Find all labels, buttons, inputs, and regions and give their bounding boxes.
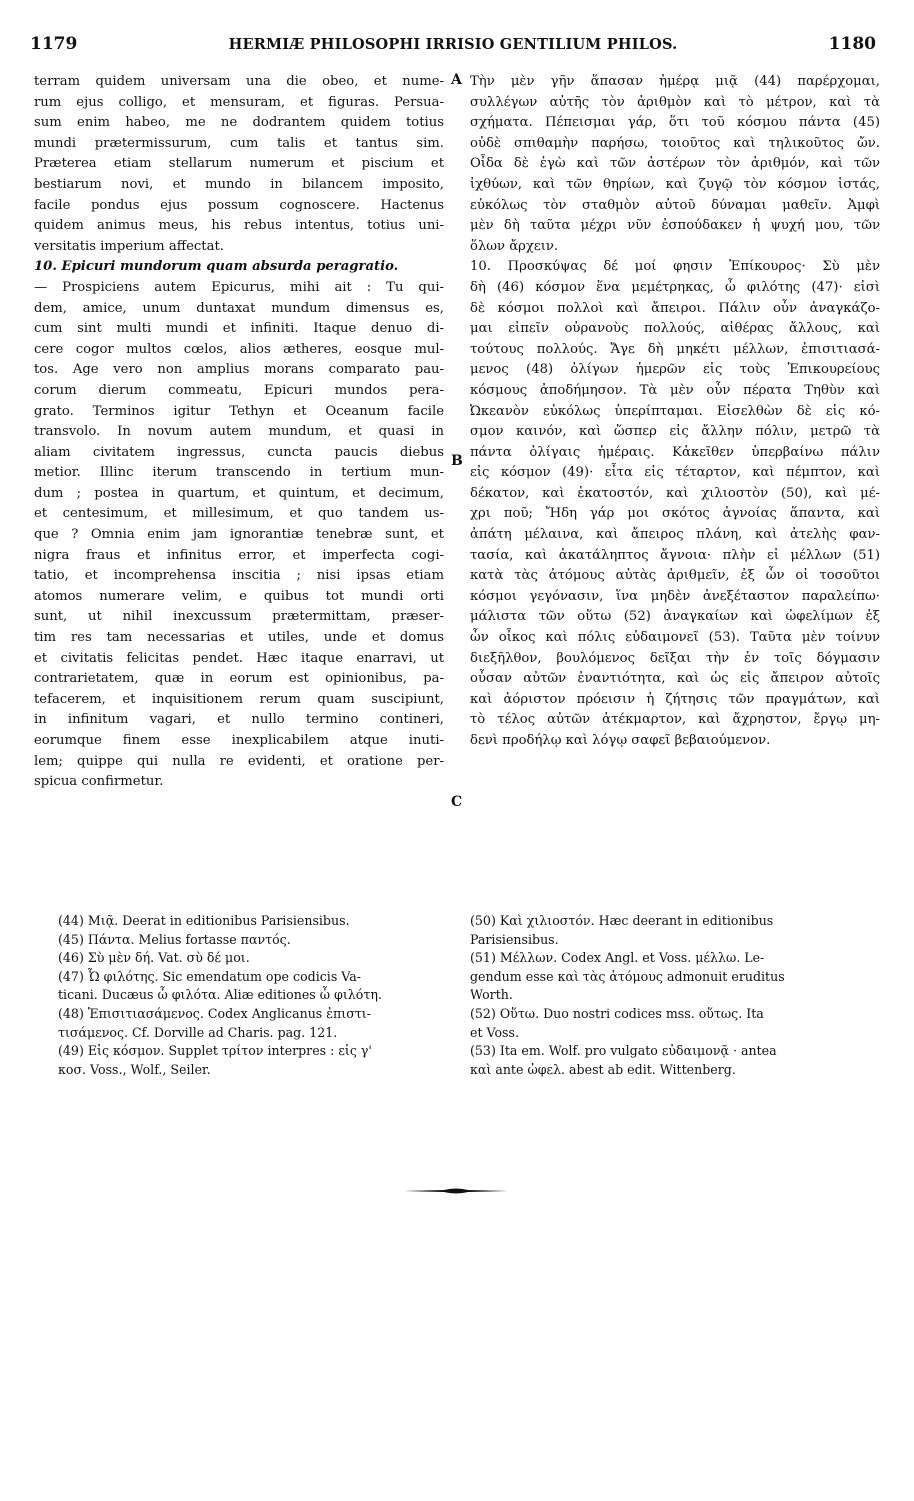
greek-text-line: κόσμοι γεγόνασιν, ἵνα μηδὲν ἀνεξέταστον παραλείπω· [470, 588, 880, 604]
footnote-line: (47) Ὦ φιλότης. Sic emendatum ope codicis Va- [58, 968, 361, 984]
greek-text-line: Τὴν μὲν γῆν ἅπασαν ἡμέρᾳ μιᾷ (44) παρέρχομαι, [470, 74, 880, 89]
latin-text-line: grato. Terminos igitur Tethyn et Oceanum facile [34, 403, 444, 419]
latin-text-line: et civitatis felicitas pendet. Hæc itaque enarravi, ut [34, 650, 444, 666]
latin-text-line: tatio, et incomprehensa inscitia ; nisi ipsas etiam [34, 568, 444, 584]
latin-text-line: 10. Epicuri mundorum quam absurda peragratio. [34, 259, 399, 275]
greek-text-line: οὐδὲ σπιθαμὴν παρήσω, τοιοῦτος καὶ τηλικοῦτος ὤν. [470, 135, 880, 151]
margin-letter-c: C [451, 794, 463, 810]
greek-text-line: τασία, καὶ ἀκατάληπτος ἄγνοια· πλὴν εἰ μέλλων (51) [470, 547, 880, 563]
footnote-line: Parisiensibus. [470, 931, 559, 947]
greek-text-line: μενος (48) ὀλίγων ἡμερῶν εἰς τοὺς Ἐπικουρείους [470, 362, 880, 378]
footnote-line: (51) Μέλλων. Codex Angl. et Voss. μέλλω. Le- [470, 950, 765, 966]
greek-text-line: δὴ (46) κόσμον ἕνα μεμέτρηκας, ὦ φιλότης (47)· εἰσὶ [470, 279, 880, 295]
latin-text-line: aliam civitatem ingressus, cuncta paucis diebus [34, 444, 444, 460]
latin-text-line: sum enim habeo, me ne dodrantem quidem totius [34, 115, 444, 131]
latin-text-line: corum dierum commeatu, Epicuri mundos pera- [34, 382, 444, 398]
margin-letter-b: B [451, 453, 463, 469]
latin-text-line: que ? Omnia enim jam ignorantiæ tenebræ sunt, et [34, 527, 444, 543]
footnote-line: (46) Σὺ μὲν δή. Vat. σὺ δέ μοι. [58, 950, 250, 966]
running-title: HERMIÆ PHILOSOPHI IRRISIO GENTILIUM PHILOS. [228, 36, 678, 53]
greek-text-line: Ὠκεανὸν εὐκόλως ὑπερίπταμαι. Εἰσελθὼν δὲ εἰς κό- [470, 403, 880, 419]
footnote-line: (44) Μιᾷ. Deerat in editionibus Parisiensibus. [58, 913, 350, 928]
latin-text-line: rum ejus colligo, et mensuram, et figuras. Persua- [34, 94, 444, 110]
latin-text-line: tefacerem, et inquisitionem rerum quam suscipiunt, [34, 691, 444, 707]
greek-text-line: ὧν οἶκος καὶ πόλις εὐδαιμονεῖ (53). Ταῦτα μὲν τοίνυν [470, 630, 880, 646]
greek-text-line: τούτους πολλούς. Ἄγε δὴ μηκέτι μέλλων, ἐπισιτιασά- [470, 341, 880, 357]
footnote-line: καὶ ante ὠφελ. abest ab edit. Wittenberg. [470, 1061, 736, 1077]
greek-text-line: χρι ποῦ; Ἤδη γάρ μοι σκότος ἀγνοίας ἅπαντα, καὶ [470, 506, 880, 522]
latin-text-line: sunt, ut nihil inexcussum prætermittam, præser- [34, 609, 444, 625]
latin-text-line: Præterea etiam stellarum numerum et piscium et [34, 156, 444, 172]
greek-text-line: εὐκόλως τὸν σταθμὸν αὐτοῦ δύναμαι μαθεῖν. Ἀμφὶ [470, 197, 880, 213]
greek-text-line: δὲ κόσμοι πολλοὶ καὶ ἄπειροι. Πάλιν οὖν ἀναγκάζο- [470, 300, 880, 316]
greek-text-line: σμον καινόν, καὶ ὥσπερ εἰς ἄλλην πόλιν, μετρῶ τὰ [470, 424, 880, 440]
greek-text-line: μὲν δὴ ταῦτα μέχρι νῦν ἐσπούδακεν ἡ ψυχή μου, τῶν [470, 218, 880, 234]
greek-text-line: 10. Προσκύψας δέ μοί φησιν Ἐπίκουρος· Σὺ μὲν [470, 259, 880, 275]
page-number-right: 1180 [828, 34, 876, 54]
page-number-left: 1179 [30, 34, 78, 54]
greek-text-line: οὖσαν αὐτῶν ἐναντιότητα, καὶ ὡς εἰς ἄπειρον αὐτοῖς [470, 671, 880, 687]
footnote-line: et Voss. [470, 1024, 519, 1040]
latin-text-line: nigra fraus et infinitus error, et imperfecta cogi- [34, 547, 444, 563]
greek-text-line: κόσμους ἀποδήμησον. Τὰ μὲν οὖν πέρατα Τηθὺν καὶ [470, 382, 880, 398]
latin-text-line: versitatis imperium affectat. [34, 238, 224, 254]
latin-text-line: dem, amice, unum duntaxat mundum dimensus es, [34, 300, 444, 316]
greek-text-line: συλλέγων αὐτῆς τὸν ἀριθμὸν καὶ τὸ μέτρον, καὶ τὰ [470, 94, 880, 110]
running-header [30, 34, 876, 56]
footnote-line: (50) Καὶ χιλιοστόν. Hæc deerant in editionibus [470, 913, 774, 928]
ornamental-divider [404, 1187, 508, 1195]
latin-text-line: spicua confirmetur. [34, 774, 164, 790]
greek-text-line: δενὶ προδήλῳ καὶ λόγῳ σαφεῖ βεβαιούμενον. [470, 733, 771, 748]
footnote-line: (45) Πάντα. Melius fortasse παντός. [58, 931, 291, 947]
greek-text-line: μαι εἰπεῖν οὐρανοὺς πολλούς, αἰθέρας ἄλλους, καὶ [470, 321, 880, 337]
margin-letter-a: A [451, 72, 462, 88]
greek-text-line: σχήματα. Πέπεισμαι γάρ, ὅτι τοῦ κόσμου πάντα (45) [470, 115, 880, 131]
footnote-line: (53) Ita em. Wolf. pro vulgato εὐδαιμονᾷ · antea [470, 1043, 777, 1059]
greek-text-line: καὶ ἀόριστον πρόεισιν ἡ ζήτησις τῶν πραγμάτων, καὶ [470, 691, 880, 707]
footnote-line: κοσ. Voss., Wolf., Seiler. [58, 1061, 211, 1077]
greek-text-line: μάλιστα τῶν οὕτω (52) ἀναγκαίων καὶ ὠφελίμων ἐξ [470, 609, 880, 625]
latin-text-line: bestiarum novi, et mundo in bilancem imposito, [34, 176, 444, 192]
latin-text-line: transvolo. In novum autem mundum, et quasi in [34, 424, 444, 440]
footnote-line: (48) Ἐπισιτιασάμενος. Codex Anglicanus ἐπιστι- [58, 1005, 372, 1021]
footnote-line: τισάμενος. Cf. Dorville ad Charis. pag. 121. [58, 1024, 338, 1040]
latin-text-line: cum sint multi mundi et infiniti. Itaque denuo di- [34, 321, 444, 337]
greek-text-line: κατὰ τὰς ἀτόμους αὐτὰς ἀριθμεῖν, ἐξ ὧν οἱ τοσοῦτοι [470, 568, 880, 584]
latin-text-line: in infinitum vagari, et nullo termino contineri, [34, 712, 444, 728]
footnote-line: (49) Εἰς κόσμον. Supplet τρίτον interpres : εἰς γ' [58, 1043, 372, 1059]
latin-text-line: quidem animus meus, his rebus intentus, totius uni- [34, 218, 444, 234]
footnotes-right [470, 912, 880, 1079]
greek-text-line: ἀπάτη μέλαινα, καὶ ἄπειρος πλάνη, καὶ ἀτελὴς φαν- [470, 527, 880, 543]
latin-text-line: terram quidem universam una die obeo, et nume- [34, 74, 444, 89]
latin-text-line: cere cogor multos cœlos, alios ætheres, eosque mul- [34, 341, 444, 357]
latin-text-line: tos. Age vero non amplius morans comparato pau- [34, 362, 444, 378]
latin-text-line: eorumque finem esse inexplicabilem atque inuti- [34, 733, 444, 748]
latin-text-line: contrarietatem, quæ in eorum est opinionibus, pa- [34, 671, 444, 687]
latin-text-line: et centesimum, et millesimum, et quo tandem us- [34, 506, 444, 522]
greek-text-line: τὸ τέλος αὐτῶν ἀτέκμαρτον, καὶ ἄχρηστον, ἔργῳ μη- [470, 712, 880, 728]
footnote-line: ticani. Ducæus ὦ φιλότα. Aliæ editiones ὦ φιλότη. [58, 987, 382, 1003]
footnotes-left [58, 912, 448, 1079]
latin-text-line: lem; quippe qui nulla re evidenti, et oratione per- [34, 753, 444, 769]
greek-text-line: εἰς κόσμον (49)· εἶτα εἰς τέταρτον, καὶ πέμπτον, καὶ [470, 465, 880, 481]
greek-text-line: Οἶδα δὲ ἐγὼ καὶ τῶν ἀστέρων τὸν ἀριθμόν, καὶ τῶν [470, 156, 880, 172]
latin-text-line: tim res tam necessarias et utiles, unde et domus [34, 630, 444, 646]
latin-text-line: atomos numerare velim, e quibus tot mundi orti [34, 588, 444, 604]
greek-text-line: διεξῆλθον, βουλόμενος δεῖξαι τὴν ἐν τοῖς δόγμασιν [470, 650, 880, 666]
latin-column [34, 72, 444, 793]
greek-text-line: ἰχθύων, καὶ τῶν θηρίων, καὶ ζυγῷ τὸν κόσμον ἱστάς, [470, 176, 880, 192]
greek-text-line: ὅλων ἄρχειν. [470, 238, 559, 254]
greek-text-line: πάντα ὀλίγαις ἡμέραις. Κἀκεῖθεν ὑπερβαίνω πάλιν [470, 444, 880, 460]
footnote-line: Worth. [470, 987, 513, 1003]
latin-text-line: mundi prætermissurum, cum talis et tantus sim. [34, 135, 444, 151]
footnote-line: gendum esse καὶ τὰς ἀτόμους admonuit eruditus [470, 968, 785, 984]
greek-column [470, 72, 880, 752]
footnote-line: (52) Οὕτω. Duo nostri codices mss. οὕτως. Ita [470, 1005, 764, 1021]
latin-text-line: facile pondus ejus possum cognoscere. Hactenus [34, 197, 444, 213]
latin-text-line: — Prospiciens autem Epicurus, mihi ait : Tu qui- [34, 279, 444, 295]
greek-text-line: δέκατον, καὶ ἑκατοστόν, καὶ χιλιοστὸν (50), καὶ μέ- [470, 485, 880, 501]
latin-text-line: metior. Illinc iterum transcendo in tertium mun- [34, 465, 444, 481]
latin-text-line: dum ; postea in quartum, et quintum, et decimum, [34, 485, 444, 501]
